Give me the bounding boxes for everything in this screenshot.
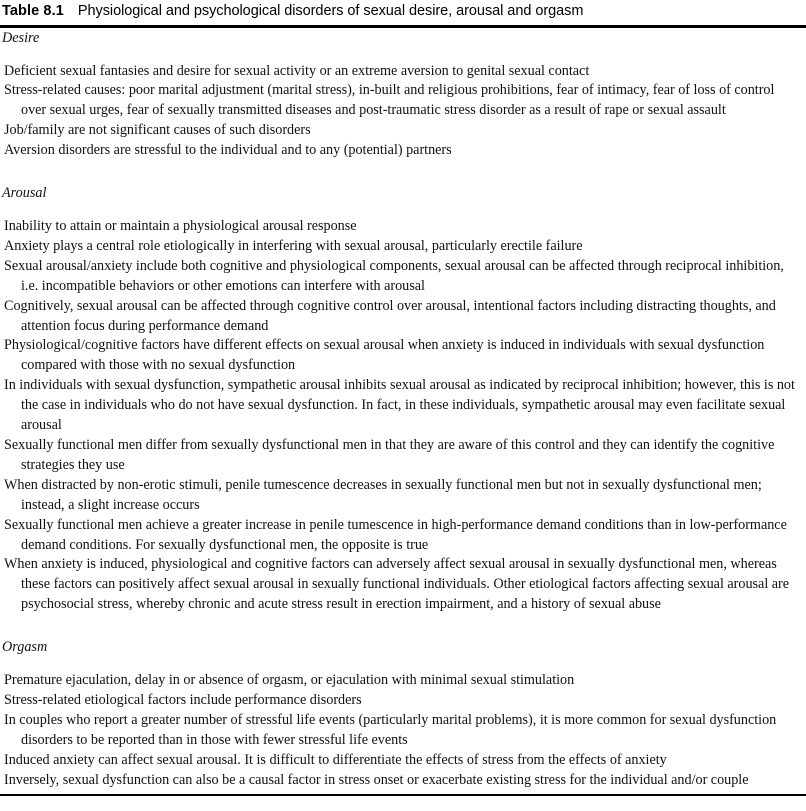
section-heading-desire: Desire	[2, 29, 40, 46]
list-item: Physiological/cognitive factors have different effects on sexual arousal when anxiety is induced in individuals with sexual dysfunction compared with those with no sexual dysfunction	[4, 337, 765, 374]
list-item: Cognitively, sexual arousal can be affected through cognitive control over arousal, intentional factors including distracting thoughts, and attention focus during performance demand	[4, 297, 776, 334]
spacer	[0, 657, 806, 671]
list-item: Stress-related causes: poor marital adjustment (marital stress), in-built and religious prohibitions, fear of intimacy, fear of loss of control over sexual urges, fear of sexually transmitted diseases and post-traumatic stress disorder as a result of rape or sexual assault	[4, 82, 775, 119]
list-item: Inability to attain or maintain a physiological arousal response	[4, 218, 357, 235]
list-item: Stress-related etiological factors include performance disorders	[4, 692, 362, 709]
table-body	[0, 28, 806, 791]
list-item: In couples who report a greater number of stressful life events (particularly marital problems), it is more common for sexual dysfunction disorders to be reported than in those with fewer stressful life events	[4, 711, 777, 748]
table-title: Physiological and psychological disorders of sexual desire, arousal and orgasm	[77, 3, 584, 19]
list-item: Inversely, sexual dysfunction can also be a causal factor in stress onset or exacerbate existing stress for the individual and/or couple	[4, 771, 749, 788]
table-bottom-rule	[0, 794, 806, 797]
section-heading-orgasm: Orgasm	[2, 639, 48, 656]
entry-list-arousal	[0, 217, 806, 615]
list-item: Sexually functional men differ from sexually dysfunctional men in that they are aware of this control and they can identify the cognitive strategies they use	[4, 437, 775, 473]
list-item: Induced anxiety can affect sexual arousal. It is difficult to differentiate the effects of stress from the effects of anxiety	[4, 751, 667, 768]
section-heading-arousal: Arousal	[2, 185, 47, 202]
table-caption	[0, 0, 806, 25]
list-item: Job/family are not significant causes of such disorders	[4, 122, 311, 139]
list-item: In individuals with sexual dysfunction, sympathetic arousal inhibits sexual arousal as indicated by reciprocal inhibition; however, this is not the case in individuals who do not have sexual dysfunction. In fact, in these individuals, sympathetic arousal may even facilitate sexual arousal	[4, 377, 795, 434]
section-arousal	[0, 161, 806, 615]
spacer	[0, 615, 806, 637]
spacer	[0, 203, 806, 217]
list-item: Deficient sexual fantasies and desire for sexual activity or an extreme aversion to genital sexual contact	[4, 62, 590, 79]
list-item: Sexually functional men achieve a greater increase in penile tumescence in high-performance demand conditions than in low-performance demand conditions. For sexually dysfunctional men, the opposite is true	[4, 516, 787, 553]
section-orgasm	[0, 615, 806, 790]
entry-list-desire	[0, 62, 806, 162]
list-item: When distracted by non-erotic stimuli, penile tumescence decreases in sexually functional men but not in sexually dysfunctional men; instead, a slight increase occurs	[4, 476, 762, 513]
list-item: When anxiety is induced, physiological and cognitive factors can adversely affect sexual arousal in sexually dysfunctional men, whereas these factors can positively affect sexual arousal in sexually functional individuals. Other etiological factors affecting sexual arousal are psychosocial stress, whereby chronic and acute stress result in erection impairment, and a history of sexual abuse	[4, 556, 790, 613]
table-number: Table 8.1	[2, 3, 64, 19]
entry-list-orgasm	[0, 671, 806, 790]
list-item: Premature ejaculation, delay in or absence of orgasm, or ejaculation with minimal sexual stimulation	[4, 672, 575, 689]
section-desire	[0, 28, 806, 162]
spacer	[0, 48, 806, 62]
list-item: Sexual arousal/anxiety include both cognitive and physiological components, sexual arousal can be affected through reciprocal inhibition, i.e. incompatible behaviors or other emotions can interfere with arousal	[4, 257, 784, 294]
spacer	[0, 161, 806, 183]
list-item: Anxiety plays a central role etiologically in interfering with sexual arousal, particularly erectile failure	[4, 237, 583, 254]
list-item: Aversion disorders are stressful to the individual and to any (potential) partners	[4, 142, 452, 159]
